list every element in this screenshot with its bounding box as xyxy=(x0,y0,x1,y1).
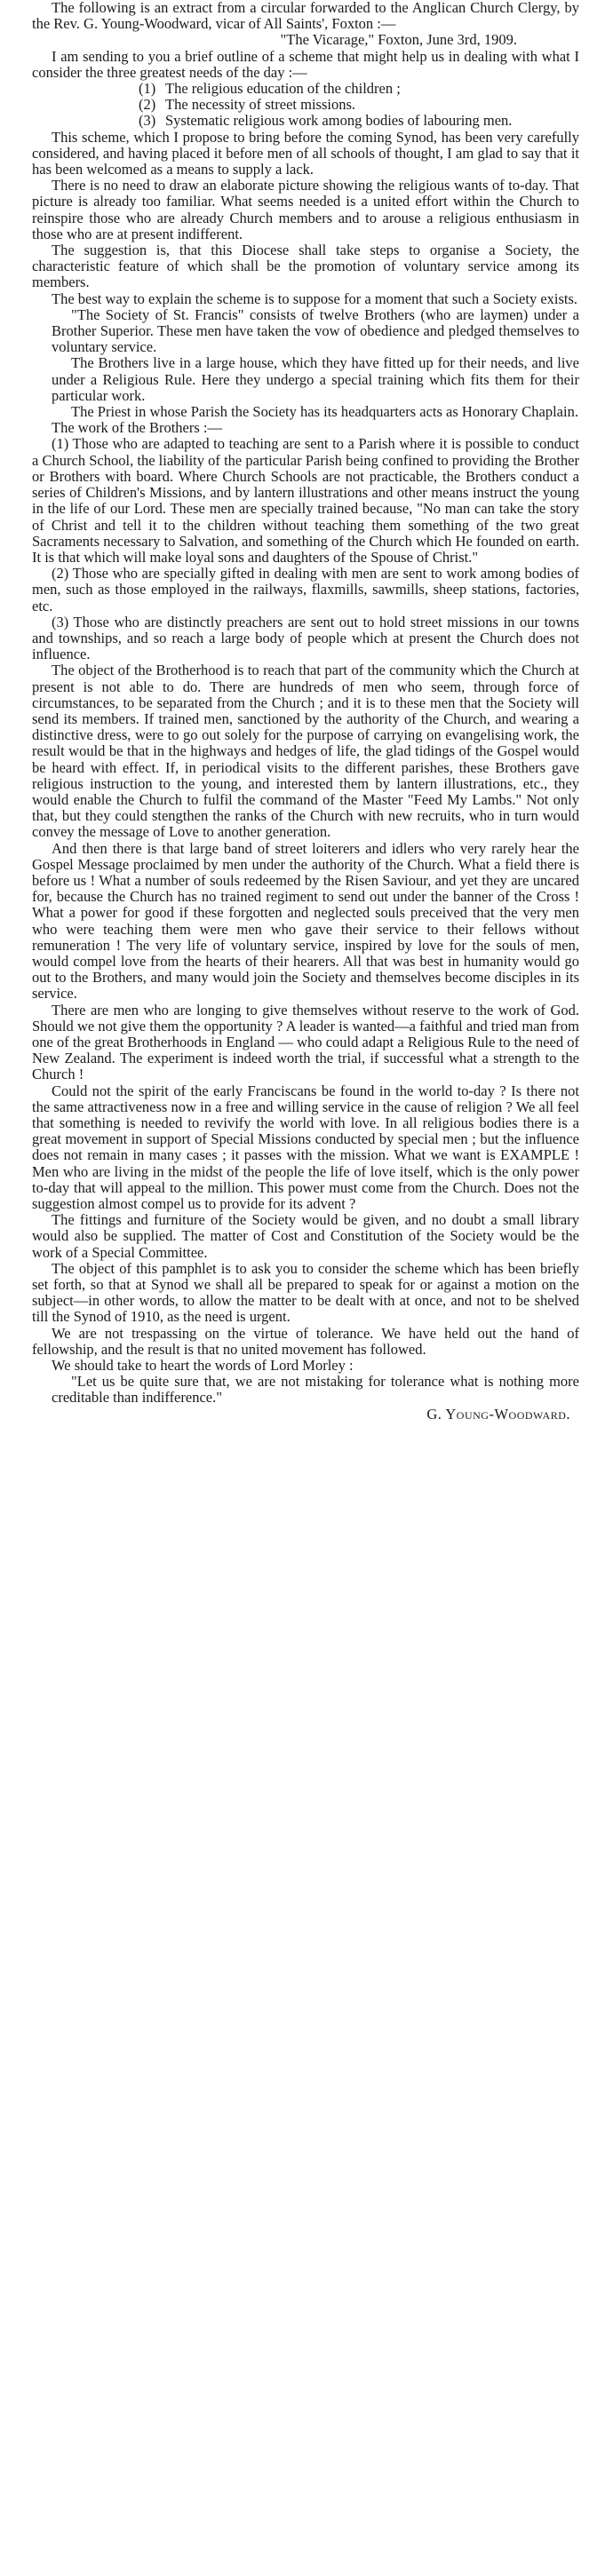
needs-list xyxy=(32,81,579,130)
brothers-live-paragraph: The Brothers live in a large house, which they have fitted up for their needs, and live under a Religious Rule. Here they undergo a special training which fits them for their particular work. xyxy=(52,354,579,404)
society-paragraph: "The Society of St. Francis" consists of twelve Brothers (who are laymen) under a Brother Superior. These men have taken the vow of obedience and pledged themselves to voluntary service. xyxy=(52,305,579,356)
trespassing-paragraph: We are not trespassing on the virtue of tolerance. We have held out the hand of fellowship, and the result is that no united movement has followed. xyxy=(32,1324,579,1358)
work-heading: The work of the Brothers :— xyxy=(52,419,222,437)
work-item-1: (1) Those who are adapted to teaching are sent to a Parish where it is possible to conduct a Church School, the liability of the particular Parish being confined to providing the Brother or Brothers with board. Where Church Schools are not practicable, the Brothers conduct a series of Children's Missions, and by lantern illustrations and other means instruct the young in the life of our Lord. These men are specially trained because, "No man can take the story of Christ and tell it to the children without teaching them something of the two great Sacraments necessary to Salvation, and something of the Church which He founded on earth. It is that which will make loyal sons and daughters of the Spouse of Christ." xyxy=(32,435,579,566)
needs-list-item xyxy=(139,113,579,129)
morley-intro: We should take to heart the words of Lord Morley : xyxy=(52,1357,354,1375)
work-item-2: (2) Those who are specially gifted in dealing with men are sent to work among bodies of men, such as those employed in the railways, flaxmills, sawmills, sheep stations, factories, etc. xyxy=(32,565,579,614)
scheme-paragraph: This scheme, which I propose to bring before the coming Synod, has been very carefully considered, and having placed it before men of all schools of thought, I am glad to say that it has been welcomed as a means to supply a lack. xyxy=(32,128,579,178)
intro-paragraph: The following is an extract from a circular forwarded to the Anglican Church Clergy, by the Rev. G. Young-Woodward, vicar of All Saints', Foxton :— xyxy=(32,0,579,33)
object-paragraph: The object of the Brotherhood is to reach that part of the community which the Church at present is not able to do. There are hundreds of men who seem, through force of circumstances, to be separated from the Church ; and it is to these men that the Society will send its members. If trained men, sanctioned by the authority of the Church, and wearing a distinctive dress, were to go out solely for the purpose of carrying on evangelising work, the result would be that in the highways and hedges of life, the glad tidings of the Gospel would be heard with effect. If, in periodical visits to the different parishes, these Brothers gave religious instruction to the young, and interested them by lantern illustrations, etc., they would enable the Church to fulfil the command of the Master "Feed My Lambs." Not only that, but they could stengthen the ranks of the Church with new recruits, who in turn would convey the message of Love to another generation. xyxy=(32,662,579,841)
morley-quote: "Let us be quite sure that, we are not mistaking for tolerance what is nothing more creditable than indifference." xyxy=(52,1373,579,1407)
dateline: "The Vicarage," Foxton, June 3rd, 1909. xyxy=(280,31,517,49)
fittings-paragraph: The fittings and furniture of the Society would be given, and no doubt a small library would also be supplied. The matter of Cost and Constitution of the Society would be the work of a Special Committee. xyxy=(32,1211,579,1261)
needs-list-item xyxy=(139,97,579,113)
needs-item-text: The necessity of street missions. xyxy=(165,96,356,114)
needs-item-number: (2) xyxy=(139,96,156,114)
signature: G. Young-Woodward. xyxy=(426,1405,570,1423)
needs-item-text: The religious education of the children ; xyxy=(165,80,401,98)
outline-paragraph: I am sending to you a brief outline of a scheme that might help us in dealing with what I consider the three greatest needs of the day :— xyxy=(32,47,579,81)
longing-paragraph: There are men who are longing to give themselves without reserve to the work of God. Should we not give them the opportunity ? A leader is wanted—a faithful and tried man from one of the great Brotherhoods in England — who could adapt a Religious Rule to the need of New Zealand. The experiment is indeed worth the trial, if successful what a strength to the Church ! xyxy=(32,1001,579,1083)
article xyxy=(32,0,579,1423)
needs-item-text: Systematic religious work among bodies of labouring men. xyxy=(165,112,513,130)
loiterers-paragraph: And then there is that large band of street loiterers and idlers who very rarely hear the Gospel Message proclaimed by men under the authority of the Church. What a field there is before us ! What a number of souls redeemed by the Risen Saviour, and yet they are uncared for, because the Church has no trained regiment to send out under the banner of the Cross ! What a power for good if these forgotten and neglected souls preceived that the very men who were teaching them were men who gave their service to their fellows without remuneration ! The very life of voluntary service, inspired by love for the souls of men, would compel love from the hearts of their hearers. All that was best in humanity would go out to the Brothers, and many would join the Society and themselves become disciples in its service. xyxy=(32,839,579,1003)
franciscans-paragraph: Could not the spirit of the early Franciscans be found in the world to-day ? Is there not the same attractiveness now in a free and willing service in the cause of religion ? We all feel that something is needed to revivify the world with love. In all religious bodies there is a great movement in support of Special Missions conducted by special men ; but the influence does not remain in many cases ; it passes with the mission. What we want is EXAMPLE ! Men who are living in the midst of the people the life of love itself, which is the only power to-day that will appeal to the million. This power must come from the Church. Does not the suggestion almost compel us to provide for its advent ? xyxy=(32,1082,579,1213)
priest-paragraph: The Priest in whose Parish the Society has its headquarters acts as Honorary Chaplain. xyxy=(71,403,578,421)
suggestion-paragraph: The suggestion is, that this Diocese shall take steps to organise a Society, the characteristic feature of which shall be the promotion of voluntary service among its members. xyxy=(32,242,579,291)
needs-list-item xyxy=(139,81,579,97)
needs-item-number: (1) xyxy=(139,80,156,98)
work-item-3: (3) Those who are distinctly preachers are sent out to hold street missions in our towns and townships, and so reach a large body of people which at present the Church does not influence. xyxy=(32,613,579,663)
pamphlet-paragraph: The object of this pamphlet is to ask you to consider the scheme which has been briefly set forth, so that at Synod we shall all be prepared to speak for or against a motion on the subject—in other words, to allow the matter to be dealt with at once, and not to be shelved till the Synod of 1910, as the need is urgent. xyxy=(32,1259,579,1326)
elaborate-paragraph: There is no need to draw an elaborate picture showing the religious wants of to-day. That picture is already too familiar. What seems needed is a united effort within the Church to reinspire those who are already Church members and to arouse a religious enthusiasm in those who are at present indifferent. xyxy=(32,177,579,242)
best-way-paragraph: The best way to explain the scheme is to suppose for a moment that such a Society exists. xyxy=(52,289,578,307)
needs-item-number: (3) xyxy=(139,112,156,130)
